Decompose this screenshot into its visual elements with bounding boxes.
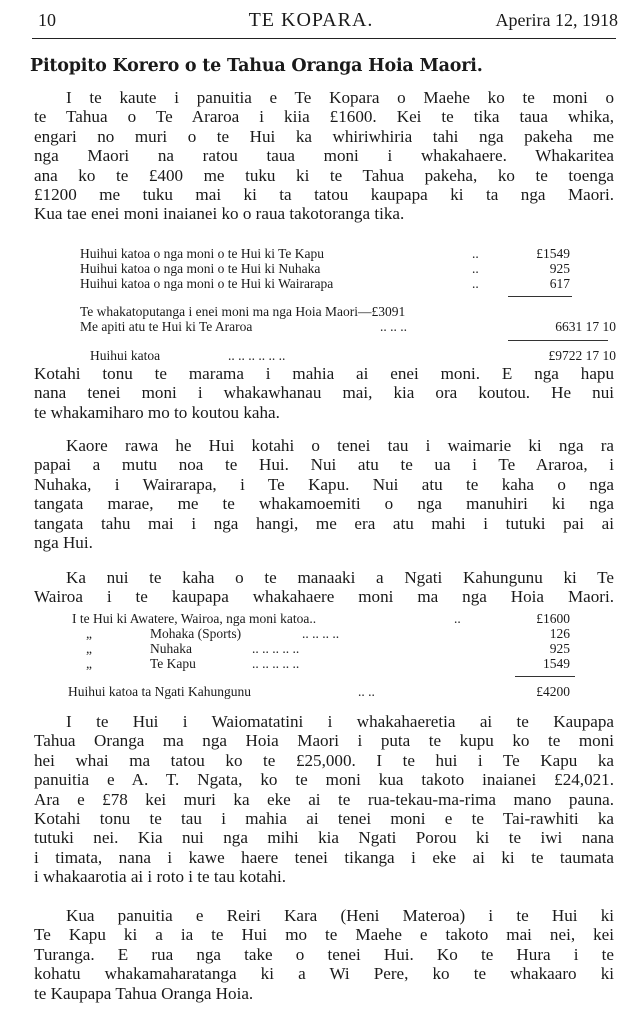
paragraph-5 (34, 712, 614, 887)
text-line: Tahua Oranga ma nga Hoia Maori i puta te kupu ko te moni (34, 731, 614, 751)
text-line: I te Hui i Waiomatatini i whakahaeretia ai te Kaupapa (66, 712, 614, 731)
table-kahungunu-total (68, 684, 588, 699)
text-line: nana tenei moni i whakawhanau mai, kia ora koutou. He nui (34, 383, 614, 403)
paragraph-1 (34, 88, 614, 224)
table-row (80, 261, 600, 276)
page-header (0, 6, 622, 36)
row-amount: 925 (549, 261, 570, 276)
leader-dots: .. .. .. .. (302, 626, 340, 641)
table-row (80, 304, 600, 319)
text-line: Ka nui te kaha o te manaaki a Ngati Kahungunu ki Te (66, 568, 614, 587)
row-amount: 925 (549, 641, 570, 656)
row-label: Huihui katoa (90, 348, 161, 363)
row-amount: 6631 17 10 (555, 319, 616, 334)
text-line: panuitia e A. T. Ngata, ko te moni kua takoto inaianei £24,021. (34, 770, 614, 790)
text-line: nga Maori na ratou taua moni i whakahaere. Whakaritea (34, 146, 614, 166)
row-amount: £9722 17 10 (548, 348, 616, 363)
text-line: te Tahua o Te Araroa i kiia £1600. Kei te tika taua whika, (34, 107, 614, 127)
text-line: Te Kapu ki a ia te Hui mo te Maehe e takoto mai nei, kei (34, 925, 614, 945)
text-line: £1200 me tuku mai ki ta tatou kaupapa ki ta nga Maori. (34, 184, 614, 204)
paragraph-3 (34, 436, 614, 552)
leader-dots: .. .. .. .. .. .. (228, 348, 286, 363)
text-line: tutuki nei. Kia nui nga mihi kia Ngati Porou ki te iwi nana (34, 828, 614, 848)
row-label: Te Kapu (150, 656, 196, 671)
table-row (72, 656, 592, 671)
row-label: Huihui katoa o nga moni o te Hui ki Wairarapa (80, 276, 334, 291)
table-row (80, 276, 600, 291)
text-line: te Kaupapa Tahua Oranga Hoia. (34, 983, 254, 1003)
row-label: Huihui katoa o nga moni o te Hui ki Te Kapu (80, 246, 325, 261)
text-line: te whakamiharo mo to koutou kaha. (34, 402, 280, 422)
text-line: ana ko te £400 me tuku ki te Tahua pakeha, ko te toenga (34, 165, 614, 185)
table-savings (80, 304, 616, 334)
ditto-mark: „ (86, 641, 92, 656)
row-amount: 126 (549, 626, 570, 641)
text-line: tangata marae, me te whakamoemiti o nga manuhiri ki nga (34, 494, 614, 514)
text-line: Kaore rawa he Hui kotahi o tenei tau i waimarie ki nga ra (66, 436, 614, 455)
sum-rule (508, 296, 572, 297)
row-label: Te whakatoputanga i enei moni ma nga Hoia Maori—£3091 (80, 304, 406, 319)
row-amount: £1549 (536, 246, 570, 261)
table-grand-total (90, 348, 616, 363)
row-amount: £1600 (536, 611, 570, 626)
sum-rule (508, 340, 608, 341)
table-row (72, 626, 592, 641)
leader-dots: .. (472, 261, 479, 276)
row-label: Huihui katoa o nga moni o te Hui ki Nuhaka (80, 261, 321, 276)
text-line: tangata tahu mai i nga hangi, me era atu mahi i tutuki pai ai (34, 513, 614, 533)
table-row (80, 246, 600, 261)
text-line: Turanga. E rua nga take o tenei Hui. Ko te Hura i te (34, 944, 614, 964)
article-heading: Pitopito Korero o te Tahua Oranga Hoia Maori. (30, 56, 483, 76)
paragraph-4 (34, 568, 614, 607)
text-line: kohatu whakamaharatanga ki a Wi Pere, ko te whakaaro ki (34, 964, 614, 984)
leader-dots: .. .. (358, 684, 375, 699)
table-hui-totals (80, 246, 600, 291)
text-line: i timata, nana i kawe haere tenei tikanga i eke ai ki te taumata (34, 847, 614, 867)
paragraph-2 (34, 364, 614, 422)
row-label: Me apiti atu te Hui ki Te Araroa (80, 319, 253, 334)
page-number: 10 (38, 10, 56, 30)
text-line: Ara e £78 kei muri ka eke ai te rua-tekau-ma-rima mano pauna. (34, 789, 614, 809)
text-line: Kotahi tonu te tau i mahia ai tenei moni e te Tai-rawhiti ka (34, 808, 614, 828)
row-label: I te Hui ki Awatere, Wairoa, nga moni katoa.. (72, 611, 317, 626)
text-line: nga Hui. (34, 532, 93, 552)
row-amount: 617 (549, 276, 570, 291)
text-line: Kua panuitia e Reiri Kara (Heni Materoa) i te Hui ki (66, 906, 614, 925)
sum-rule (515, 676, 575, 677)
leader-dots: .. (454, 611, 461, 626)
issue-date: Aperira 12, 1918 (495, 10, 618, 30)
leader-dots: .. .. .. (380, 319, 407, 334)
ditto-mark: „ (86, 656, 92, 671)
leader-dots: .. (472, 276, 479, 291)
table-row (72, 611, 592, 626)
leader-dots: .. .. .. .. .. (252, 656, 300, 671)
publication-title: TE KOPARA. (248, 9, 374, 31)
text-line: Nuhaka, i Wairarapa, i Te Kapu. Nui atu te kaha o nga (34, 474, 614, 494)
paragraph-6 (34, 906, 614, 1003)
table-kahungunu (72, 611, 592, 671)
text-line: Kua tae enei moni inaianei ko o raua takotoranga tika. (34, 204, 405, 224)
text-line: Wairoa i te kaupapa whakahaere moni ma nga Hoia Maori. (34, 587, 614, 607)
row-label: Huihui katoa ta Ngati Kahungunu (68, 684, 251, 699)
table-row (68, 684, 588, 699)
leader-dots: .. (472, 246, 479, 261)
row-label: Mohaka (Sports) (150, 626, 242, 641)
table-row (72, 641, 592, 656)
text-line: papai a mutu noa te Hui. Nui atu te ua i Te Araroa, i (34, 455, 614, 475)
text-line: hei whai ma tatou ko te £25,000. I te hui i Te Kapu ka (34, 750, 614, 770)
text-line: Kotahi tonu te marama i mahia ai enei moni. E nga hapu (34, 364, 614, 383)
row-amount: £4200 (536, 684, 570, 699)
text-line: I te kaute i panuitia e Te Kopara o Maehe ko te moni o (66, 88, 614, 107)
leader-dots: .. .. .. .. .. (252, 641, 300, 656)
header-rule (32, 38, 616, 39)
ditto-mark: „ (86, 626, 92, 641)
table-row (90, 348, 616, 363)
row-label: Nuhaka (150, 641, 192, 656)
text-line: i whakaarotia ai i roto i te tau kotahi. (34, 867, 287, 887)
table-row (80, 319, 616, 334)
text-line: engari no muri o te Hui ka whiriwhiria tahi nga pakeha me (34, 126, 614, 146)
row-amount: 1549 (543, 656, 570, 671)
